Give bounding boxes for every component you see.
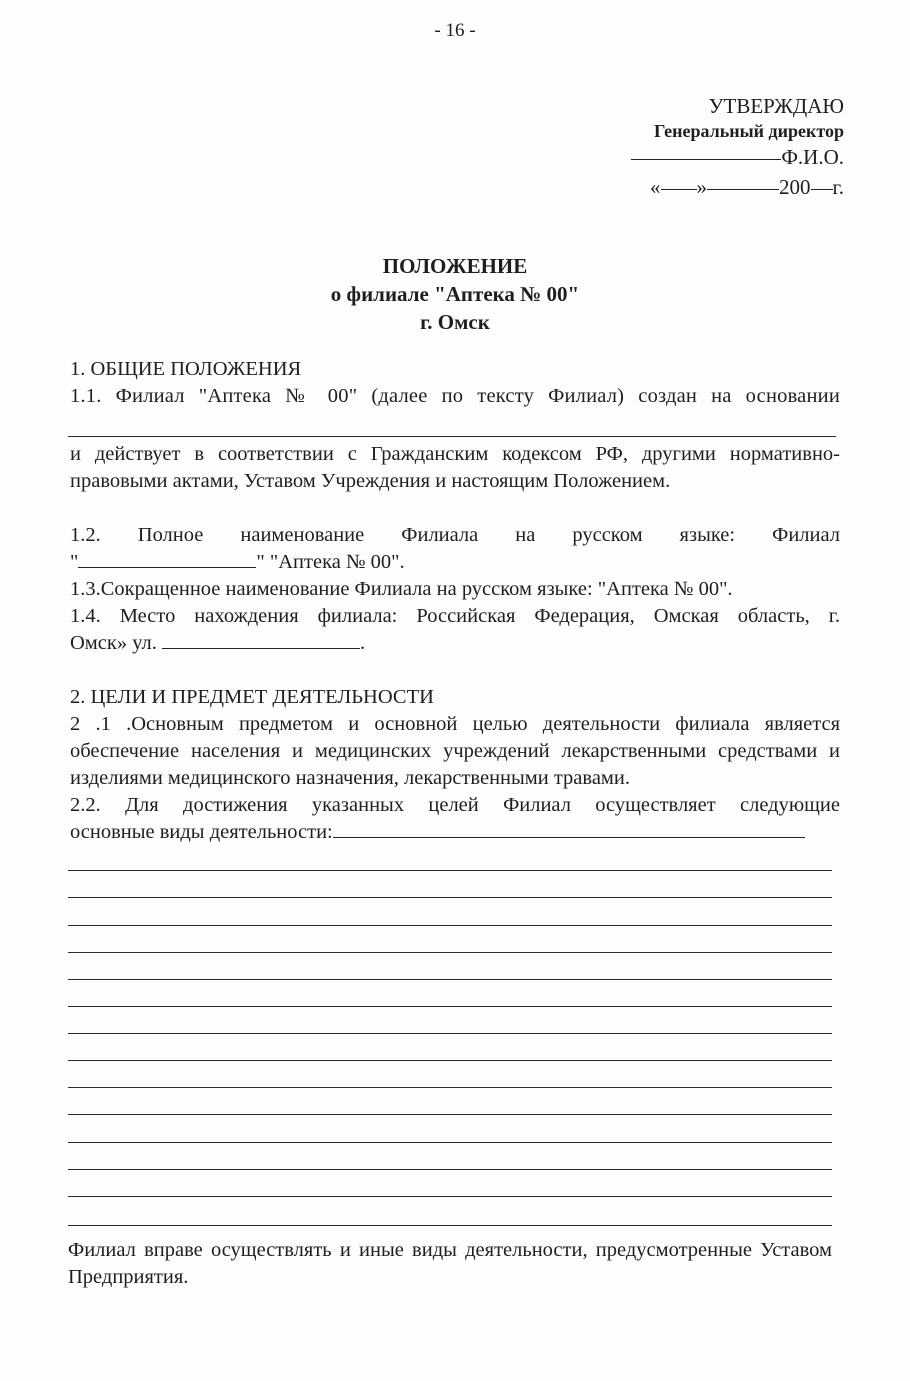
date-close-quote: » bbox=[696, 175, 707, 199]
activity-blank-line bbox=[68, 897, 832, 898]
document-title bbox=[0, 252, 910, 336]
activity-blank-line bbox=[68, 952, 832, 953]
date-open-quote: « bbox=[650, 175, 661, 199]
activity-blank-line bbox=[68, 1006, 832, 1007]
street-blank bbox=[162, 647, 360, 649]
activity-blank-line bbox=[68, 1114, 832, 1115]
section1-heading: 1. ОБЩИЕ ПОЛОЖЕНИЯ bbox=[70, 358, 302, 380]
date-year-suffix: г. bbox=[832, 175, 844, 199]
approval-title: УТВЕРЖДАЮ bbox=[708, 94, 844, 118]
month-blank bbox=[707, 188, 779, 190]
document-title-line3: г. Омск bbox=[420, 310, 490, 334]
activity-blank-line bbox=[68, 1033, 832, 1034]
quote-open: " bbox=[70, 551, 79, 573]
address-prefix: Омск» ул. bbox=[70, 632, 157, 654]
paragraph-2-2-continuation bbox=[70, 819, 840, 846]
paragraph-1-3: 1.3.Сокращенное наименование Филиала на русском языке: "Аптека № 00". bbox=[70, 578, 733, 600]
paragraph-1-2: 1.2. Полное наименование Филиала на русском языке: Филиал bbox=[70, 524, 840, 546]
activity-blank-line bbox=[68, 1196, 832, 1197]
address-suffix: . bbox=[360, 632, 366, 654]
activity-blank-line bbox=[68, 870, 832, 871]
activity-blank-line bbox=[68, 925, 832, 926]
approval-signature-line bbox=[544, 142, 844, 172]
name-blank bbox=[78, 566, 256, 568]
paragraph-2-1: 2 .1 .Основным предметом и основной целью деятельности филиала является обеспечение населения и медицинских учреждений лекарственными средствами и изделиями медицинского назначения, лекарственными травами. bbox=[70, 713, 840, 789]
page-number: - 16 - bbox=[434, 20, 476, 41]
activities-blank-inline bbox=[333, 836, 805, 838]
activity-blank-line bbox=[68, 1060, 832, 1061]
closing-paragraph: Филиал вправе осуществлять и иные виды деятельности, предусмотренные Уставом Предприятия. bbox=[68, 1239, 832, 1288]
date-year: 200 bbox=[779, 175, 811, 199]
activity-blank-line bbox=[68, 1142, 832, 1143]
day-blank bbox=[661, 188, 697, 190]
paragraph-2-2: 2.2. Для достижения указанных целей Филиал осуществляет следующие bbox=[70, 794, 840, 816]
signature-blank bbox=[631, 158, 781, 160]
document-title-line1: ПОЛОЖЕНИЕ bbox=[382, 254, 528, 278]
paragraph-1-4-continuation bbox=[70, 630, 840, 657]
activities-label: основные виды деятельности: bbox=[70, 821, 333, 843]
activity-blank-line bbox=[68, 1225, 832, 1226]
approval-role: Генеральный директор bbox=[654, 121, 844, 141]
section2-heading: 2. ЦЕЛИ И ПРЕДМЕТ ДЕЯТЕЛЬНОСТИ bbox=[70, 686, 434, 708]
paragraph-1-1: 1.1. Филиал "Аптека № 00" (далее по тексту Филиал) создан на основании bbox=[70, 385, 840, 407]
paragraph-1-4: 1.4. Место нахождения филиала: Российская Федерация, Омская область, г. bbox=[70, 605, 840, 627]
activity-blank-line bbox=[68, 979, 832, 980]
basis-blank-line bbox=[68, 436, 836, 437]
paragraph-1-2-tail: " "Аптека № 00". bbox=[256, 551, 405, 573]
paragraph-1-1-continuation: и действует в соответствии с Гражданским кодексом РФ, другими нормативно-правовыми актами, Уставом Учреждения и настоящим Положением. bbox=[70, 443, 840, 492]
paragraph-1-2-continuation bbox=[70, 549, 840, 576]
activity-blank-line bbox=[68, 1087, 832, 1088]
activity-blank-line bbox=[68, 1169, 832, 1170]
approval-block bbox=[544, 92, 844, 202]
approval-fio: Ф.И.О. bbox=[781, 145, 844, 169]
approval-date-line bbox=[544, 172, 844, 202]
document-title-line2: о филиале "Аптека № 00" bbox=[330, 282, 580, 306]
year-blank bbox=[811, 188, 833, 190]
